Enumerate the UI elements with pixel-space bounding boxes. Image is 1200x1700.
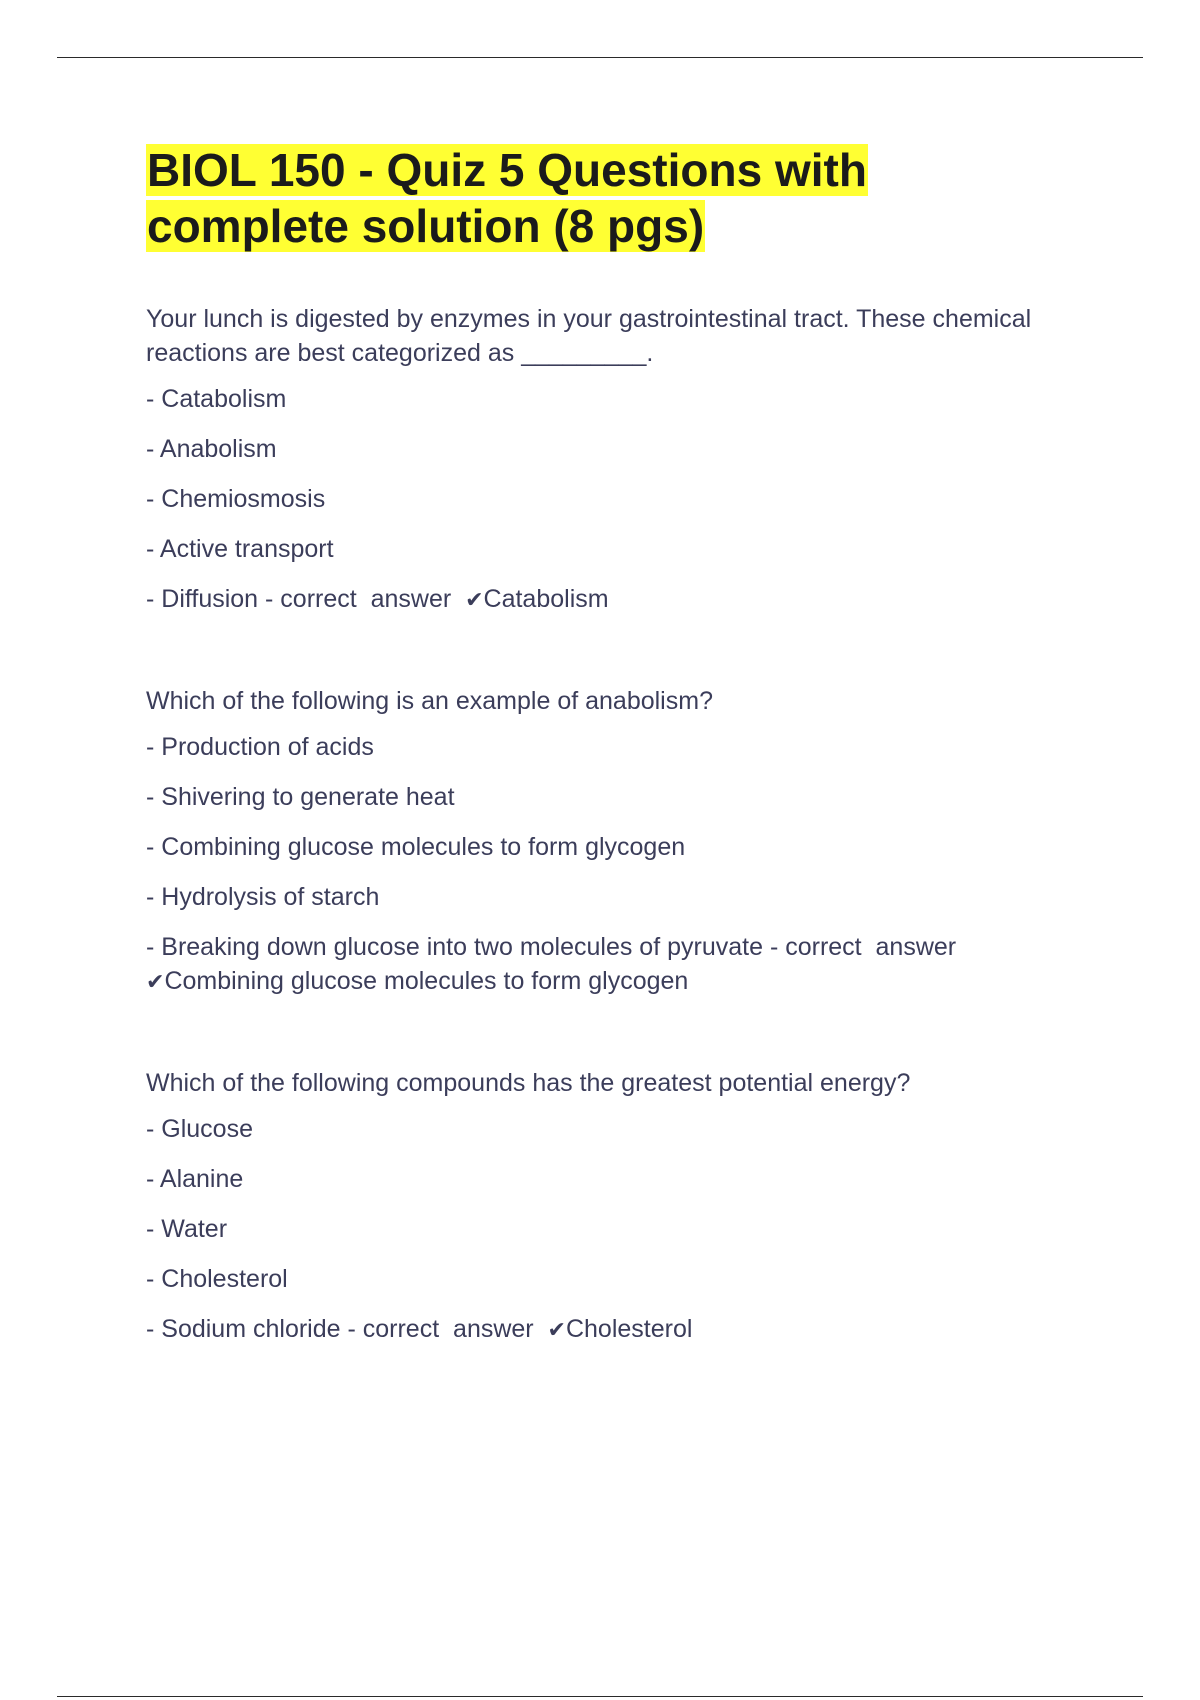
options-list (146, 1112, 1066, 1348)
question-block (146, 684, 1066, 1000)
answer-prefix: - correct answer (258, 585, 466, 613)
option-item-with-answer (146, 582, 1066, 618)
question-text: Which of the following compounds has the greatest potential energy? (146, 1069, 911, 1097)
options-list (146, 730, 1066, 1000)
option-item: - Active transport (146, 535, 334, 563)
question-block (146, 1066, 1066, 1348)
option-text: - Diffusion (146, 585, 259, 613)
option-text: - Sodium chloride (146, 1315, 341, 1343)
question-block (146, 302, 1066, 618)
correct-answer: Catabolism (483, 585, 609, 613)
check-icon: ✔ (146, 970, 165, 995)
option-item: - Water (146, 1215, 228, 1243)
title-highlight: BIOL 150 - Quiz 5 Questions with complete solution (8 pgs) (147, 144, 867, 252)
option-item: - Alanine (146, 1165, 244, 1193)
bottom-rule (57, 1696, 1143, 1697)
correct-answer: Cholesterol (565, 1315, 693, 1343)
option-item-with-answer (146, 930, 1066, 1000)
question-text: Your lunch is digested by enzymes in your gastrointestinal tract. These chemical reactions are best categorized as _________. (146, 305, 1032, 367)
answer-prefix: - correct answer (763, 933, 970, 961)
check-icon: ✔ (547, 1318, 566, 1343)
check-icon: ✔ (465, 588, 484, 613)
option-item: - Chemiosmosis (146, 485, 326, 513)
option-item: - Production of acids (146, 733, 374, 761)
option-item: - Shivering to generate heat (146, 783, 455, 811)
option-item: - Cholesterol (146, 1265, 288, 1293)
option-text: - Breaking down glucose into two molecules of pyruvate (146, 933, 763, 961)
correct-answer: Combining glucose molecules to form glycogen (164, 967, 689, 995)
option-item: - Hydrolysis of starch (146, 883, 380, 911)
options-list (146, 382, 1066, 618)
document-title (146, 142, 1066, 254)
option-item-with-answer (146, 1312, 1066, 1348)
top-rule (57, 57, 1143, 58)
option-item: - Catabolism (146, 385, 287, 413)
option-item: - Combining glucose molecules to form glycogen (146, 833, 686, 861)
document-body (146, 142, 1066, 1348)
option-item: - Anabolism (146, 435, 277, 463)
answer-prefix: - correct answer (340, 1315, 548, 1343)
question-text: Which of the following is an example of anabolism? (146, 687, 713, 715)
option-item: - Glucose (146, 1115, 253, 1143)
